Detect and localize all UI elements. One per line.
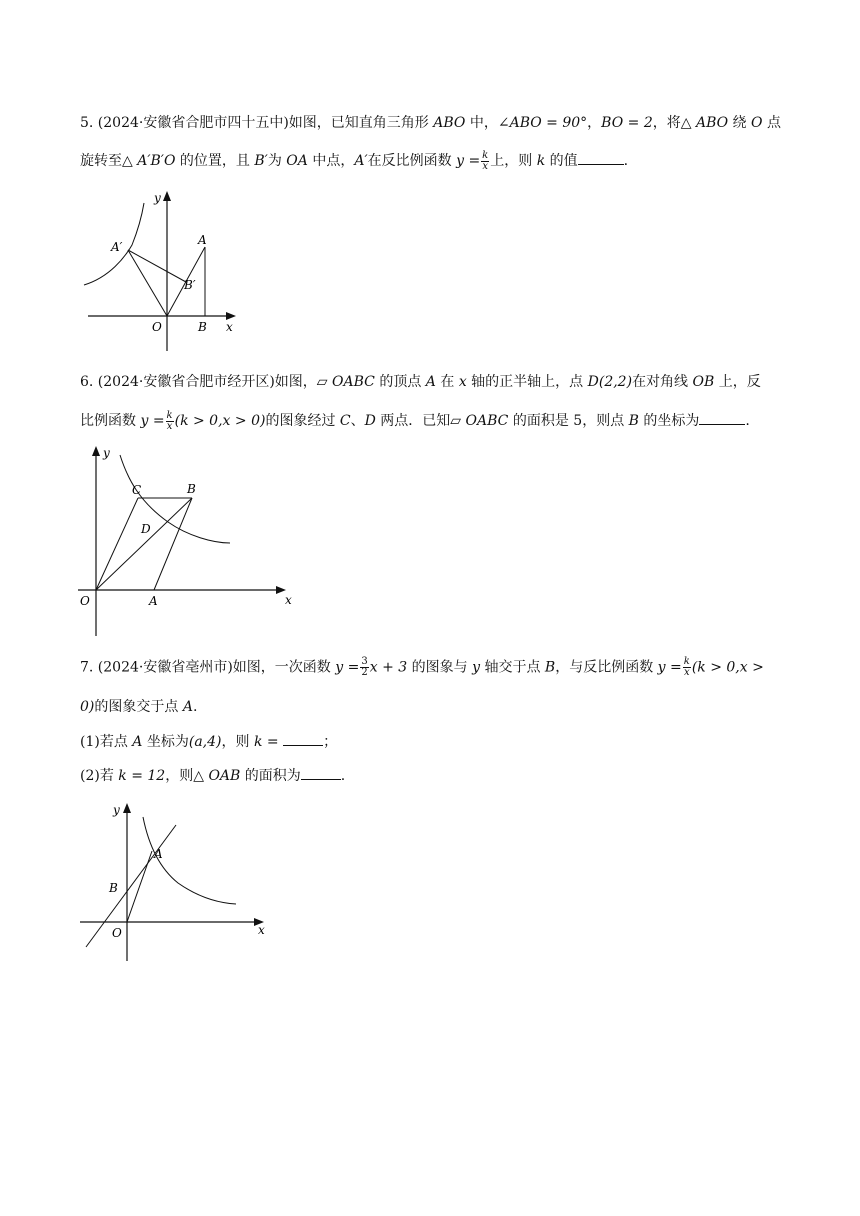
q5-label-y: y: [154, 191, 161, 205]
q7-label-y: y: [113, 803, 120, 817]
q6-label-b: B: [187, 482, 196, 496]
q7-text: ，与反比例函数: [555, 659, 658, 676]
q5-line-2: [80, 150, 628, 172]
q6-frac-num: k: [166, 409, 173, 421]
q5-text: 点: [762, 115, 781, 131]
q5-math: y =: [456, 153, 481, 169]
q6-segment-oc: [96, 498, 138, 590]
q5-math: ABO: [695, 115, 729, 131]
q5-line-1: [80, 113, 781, 133]
q5-math: A′: [354, 153, 368, 169]
q5-text: ，将△: [652, 115, 696, 131]
q7-answer-blank-2: [301, 765, 341, 780]
q5-label-a: A: [198, 233, 207, 247]
q5-math: O: [751, 115, 763, 131]
q7-line-2: [80, 697, 197, 717]
q5-math: BO = 2: [601, 115, 653, 131]
q6-label-c: C: [132, 483, 142, 497]
q6-text: 在对角线: [632, 374, 693, 390]
q5-math: OA: [286, 153, 308, 169]
q7-math: y =: [657, 659, 682, 676]
q7-math: (a,4): [188, 734, 222, 750]
q6-text: 两点．已知▱: [375, 413, 466, 429]
q5-answer-blank: [578, 150, 624, 165]
q6-text: 轴的正半轴上，点: [466, 374, 588, 390]
q6-math: A: [425, 374, 436, 390]
q6-label-x: x: [285, 593, 292, 607]
q5-text: 中，: [465, 115, 498, 131]
q7-math: A: [132, 734, 143, 750]
q5-segment-apbp: [128, 250, 186, 282]
q5-x-arrow-icon: [226, 312, 236, 320]
q5-text: 在反比例函数: [367, 153, 457, 169]
q7-label-x: x: [258, 923, 265, 937]
q6-math: OABC: [465, 413, 509, 429]
q6-segment-ba: [154, 498, 192, 590]
q7-text: 坐标为: [142, 734, 189, 750]
q5-math: B′: [254, 153, 268, 169]
q7-text: ，则: [221, 734, 254, 750]
q6-segment-ob: [96, 498, 192, 590]
q5-frac-num: k: [482, 149, 489, 161]
q6-frac-den: x: [166, 420, 173, 432]
q7-text: ，则△: [165, 768, 209, 784]
q5-math: ∠ABO = 90°: [497, 115, 588, 131]
q7-math: (k > 0,x >: [691, 659, 764, 676]
q6-math: x: [458, 374, 467, 390]
q5-math: ABO: [433, 115, 466, 131]
q7-text: (1)若点: [80, 734, 133, 750]
q7-text: 的图象与: [407, 659, 473, 676]
q5-math: A′B′O: [137, 153, 176, 169]
q7-text: 的图象交于点: [94, 699, 183, 715]
q6-math: (k > 0,x > 0): [174, 413, 266, 429]
q7-math: y: [472, 659, 480, 676]
q6-text: .: [745, 413, 750, 429]
q6-text: 、: [350, 413, 365, 429]
q5-text: 中点，: [307, 153, 355, 169]
q7-text: .: [340, 768, 346, 784]
q7-frac-den: 2: [361, 667, 368, 678]
q6-text: 的图象经过: [265, 413, 340, 429]
q7-text: 的面积为: [240, 768, 301, 784]
q7-figure: [78, 797, 278, 967]
q5-text: 绕: [728, 115, 752, 131]
q7-fraction-linear: [360, 657, 368, 678]
q6-label-a: A: [149, 594, 158, 608]
q7-math: k =: [253, 734, 279, 750]
q5-frac-den: x: [482, 160, 489, 172]
q6-label-o: O: [80, 594, 90, 608]
q5-figure: [80, 185, 260, 355]
q7-frac-num: k: [683, 656, 690, 667]
q5-text: 的值: [545, 153, 578, 169]
q5-label-x: x: [226, 320, 233, 334]
q6-math: B: [628, 413, 639, 429]
q6-line-2: [80, 410, 750, 432]
q7-text: (2)若: [80, 768, 119, 784]
q5-segment-oap: [128, 250, 167, 316]
q5-label-b: B: [198, 320, 207, 334]
q6-math: D: [364, 413, 376, 429]
q5-text: 5. (2024·安徽省合肥市四十五中)如图，已知直角三角形: [80, 115, 434, 131]
q6-text: 的坐标为: [638, 413, 700, 429]
q7-line-1: [80, 657, 764, 678]
q5-text: 为: [267, 153, 287, 169]
q5-label-ap: A′: [111, 240, 123, 254]
q6-text: 上，反: [714, 374, 761, 390]
q7-math: y =: [335, 659, 360, 676]
q7-label-b: B: [109, 881, 118, 895]
q7-math: A: [182, 699, 193, 715]
q7-label-o: O: [112, 926, 122, 940]
q5-label-o: O: [152, 320, 162, 334]
q6-math: OB: [692, 374, 715, 390]
q7-sub-2: [80, 765, 345, 786]
q6-y-arrow-icon: [92, 446, 100, 456]
q6-text: 在: [435, 374, 459, 390]
q7-sub-1: [80, 731, 337, 752]
q6-text: 比例函数: [80, 413, 141, 429]
q7-text: .: [192, 699, 198, 715]
q6-fraction: [166, 411, 174, 432]
q7-math: x + 3: [369, 659, 408, 676]
q7-y-arrow-icon: [123, 803, 131, 813]
q7-text: 轴交于点: [480, 659, 545, 676]
q7-math: OAB: [208, 768, 241, 784]
q6-answer-blank: [699, 410, 745, 425]
q7-fraction-inverse: [683, 657, 691, 678]
q6-text: 6. (2024·安徽省合肥市经开区)如图，▱: [80, 374, 333, 390]
q5-text: 旋转至△: [80, 153, 138, 169]
q6-figure: [78, 440, 298, 640]
q7-label-a: A: [154, 847, 163, 861]
q7-math: 0): [80, 699, 95, 715]
q7-math: k = 12: [118, 768, 166, 784]
q6-label-d: D: [141, 522, 151, 536]
q6-label-y: y: [103, 446, 110, 460]
q6-math: y =: [140, 413, 165, 429]
q5-math: k: [536, 153, 546, 169]
q6-line-1: [80, 372, 761, 392]
q6-math: C: [339, 413, 351, 429]
q5-text: 上，则: [490, 153, 537, 169]
q5-label-bp: B′: [184, 278, 196, 292]
q7-math: B: [544, 659, 556, 676]
q5-fraction: [481, 151, 489, 172]
q5-text: 的位置，且: [175, 153, 255, 169]
q7-linear-graph: [86, 825, 176, 947]
q6-text: 的顶点: [374, 374, 426, 390]
q5-y-arrow-icon: [163, 191, 171, 201]
q7-frac-den: x: [683, 667, 690, 678]
q7-text: ；: [323, 734, 338, 750]
q5-text: .: [623, 153, 629, 169]
q7-text: 7. (2024·安徽省亳州市)如图，一次函数: [80, 659, 336, 676]
q6-math: OABC: [332, 374, 375, 390]
q5-text: ，: [587, 115, 602, 131]
q7-frac-num: 3: [361, 656, 368, 667]
q6-hyperbola: [120, 455, 230, 543]
q6-math: D(2,2): [587, 374, 633, 390]
q6-text: 的面积是 5，则点: [508, 413, 629, 429]
q7-answer-blank-1: [283, 731, 323, 746]
